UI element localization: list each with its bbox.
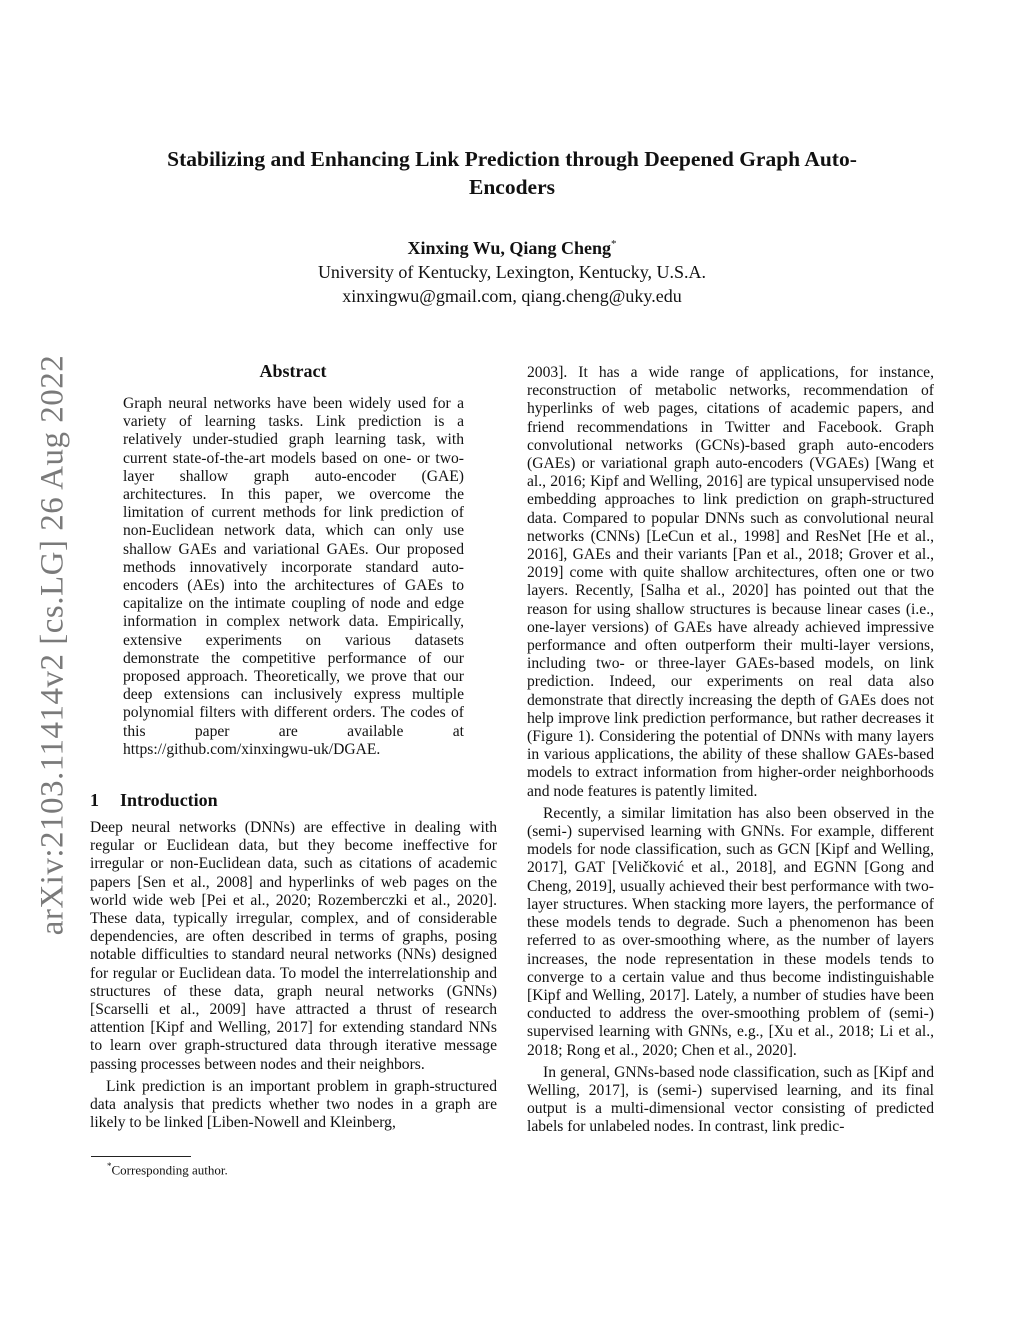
footnote-rule [91, 1156, 191, 1157]
footnote-text: Corresponding author. [111, 1162, 228, 1178]
intro-paragraph-1: Deep neural networks (DNNs) are effective in dealing with regular or Euclidean data, but they become ineffective for irregular or non-Euclidean data, such as citations of academic papers [Sen et al., 2008] and hyperlinks of web pages on the world wide web [Pei et al., 2020; Rozemberczki et al., 2020]. These data, typically irregular, complex, and of considerable dependencies, are often described in terms of graphs, posing notable difficulties to standard neural networks (NNs) designed for regular or Euclidean data. To model the interrelationship and structures of these data, graph neural networks (GNNs) [Scarselli et al., 2009] have attracted a thrust of research attention [Kipf and Welling, 2017] for extending standard NNs to learn over graph-structured data through iterative message passing processes between nodes and their neighbors. [90, 819, 497, 1073]
author-emails: xinxingwu@gmail.com, qiang.cheng@uky.edu [342, 286, 682, 306]
footnote [107, 1161, 228, 1178]
introduction-left-column [90, 819, 497, 1132]
section-heading-introduction [90, 790, 218, 811]
abstract-body: Graph neural networks have been widely used for a variety of learning tasks. Link prediction is a relatively under-studied graph learning task, with current state-of-the-art models based on one- or two-layer shallow graph auto-encoder (GAE) architectures. In this paper, we overcome the limitation of current methods for link prediction of non-Euclidean network data, which can only use shallow GAEs and variational GAEs. Our proposed methods innovatively incorporate standard auto-encoders (AEs) into the architectures of GAEs to capitalize on the intimate coupling of node and edge information in complex network data. Empirically, extensive experiments on various datasets demonstrate the competitive performance of our proposed approach. Theoretically, we prove that our deep extensions can inclusively express multiple polynomial filters with different orders. The codes of this paper are available at https://github.com/xinxingwu-uk/DGAE. [123, 395, 464, 758]
corresponding-marker: * [610, 238, 617, 250]
author-block [150, 232, 874, 308]
author-names: Xinxing Wu, Qiang Cheng [407, 238, 611, 258]
footnote-marker: * [107, 1161, 112, 1171]
intro-paragraph-2: Link prediction is an important problem in graph-structured data analysis that predicts whether two nodes in a graph are likely to be linked [Liben-Nowell and Kleinberg, [90, 1077, 497, 1132]
right-paragraph-3: In general, GNNs-based node classification, such as [Kipf and Welling, 2017], is (semi-) supervised learning, and its final output is a multi-dimensional vector consisting of predicted labels for unlabeled nodes. In contrast, link predic- [527, 1063, 934, 1136]
right-paragraph-1: 2003]. It has a wide range of applications, for instance, reconstruction of metabolic networks, recommendation of hyperlinks of web pages, citations of academic papers, and friend recommendations in Twitter and Facebook. Graph convolutional networks (GCNs)-based graph auto-encoders (GAEs) or variational graph auto-encoders (VGAEs) [Wang et al., 2016; Kipf and Welling, 2016] are typical unsupervised node embedding approaches to link prediction on graph-structured data. Compared to popular DNNs such as convolutional neural networks (CNNs) [LeCun et al., 1998] and ResNet [He et al., 2016], GAEs and their variants [Pan et al., 2018; Grover et al., 2019] come with quite shallow architectures, often one or two layers. Recently, [Salha et al., 2020] has pointed out that the reason for using shallow structures is because linear cases (i.e., one-layer versions) of GAEs have already achieved impressive performance and often outperform their multi-layer versions, including two- or three-layer GAEs-based models, on link prediction. Indeed, our experiments on real data also demonstrate that directly increasing the depth of GAEs does not help improve link prediction performance, but rather decreases it (Figure 1). Considering the potential of DNNs with many layers in various applications, the ability of these shallow GAEs-based models to extract information from higher-order neighborhoods and node features is patently limited. [527, 364, 934, 800]
right-paragraph-2: Recently, a similar limitation has also been observed in the (semi-) supervised learning with GNNs. For example, different models for node classification, such as GCN [Kipf and Welling, 2017], GAT [Veličković et al., 2018], and EGNN [Gong and Cheng, 2019], usually achieved their best performance with two-layer structures. When stacking more layers, the performance of these models tends to degrade. Such a phenomenon has been referred to as over-smoothing where, as the number of layers increases, the node representation in these models tends to converge to a certain value and thus become indistinguishable [Kipf and Welling, 2017]. Lately, a number of studies have been conducted to address the over-smoothing problem of (semi-) supervised learning with GNNs, e.g., [Xu et al., 2018; Li et al., 2018; Rong et al., 2020; Chen et al., 2020]. [527, 804, 934, 1059]
right-column [527, 364, 934, 1137]
abstract-heading: Abstract [259, 361, 327, 381]
section-number: 1 [90, 790, 99, 810]
author-names-line [150, 232, 874, 260]
arxiv-identifier-stamp: arXiv:2103.11414v2 [cs.LG] 26 Aug 2022 [34, 354, 71, 936]
section-title: Introduction [120, 790, 218, 810]
paper-title: Stabilizing and Enhancing Link Prediction through Deepened Graph Auto-Encoders [167, 147, 857, 199]
affiliation: University of Kentucky, Lexington, Kentucky, U.S.A. [317, 262, 707, 282]
